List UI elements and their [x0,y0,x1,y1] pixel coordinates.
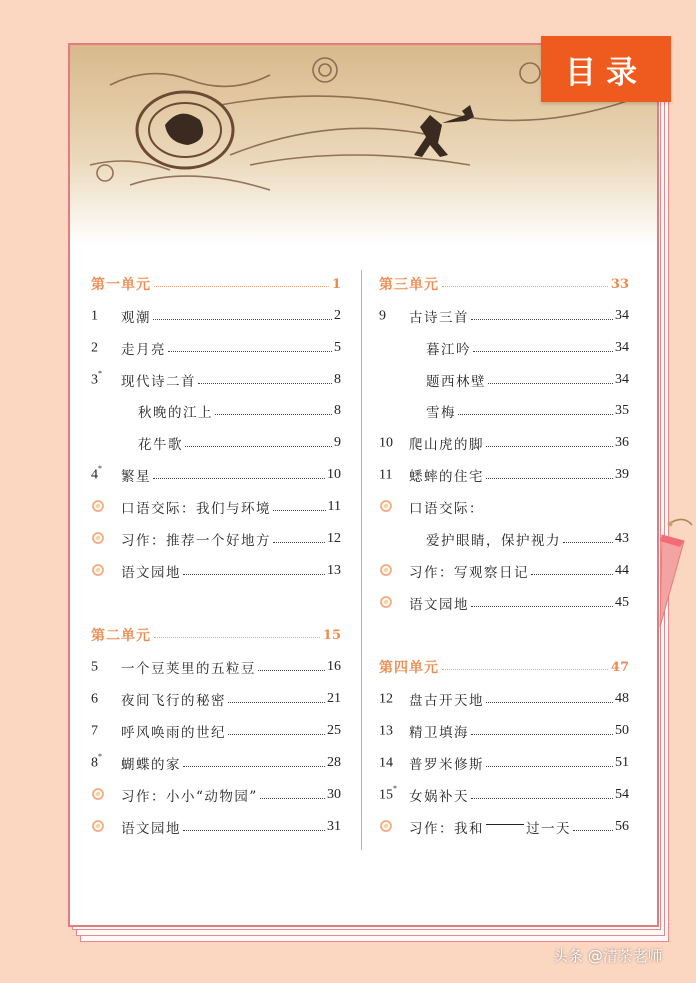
dot-leader [258,670,325,671]
toc-entry[interactable] [91,655,341,679]
lesson-title: 精卫填海 [409,725,469,741]
lesson-number: 13 [379,723,393,739]
dot-leader [442,286,608,287]
bullet-icon [91,531,121,548]
toc-entry[interactable] [379,687,629,711]
dot-leader [183,830,325,831]
poem-title: 花牛歌 [138,437,183,453]
toc-entry[interactable] [91,687,341,711]
lesson-title: 盘古开天地 [409,693,484,709]
lesson-title: 蟋蟀的住宅 [409,469,484,485]
page-number: 31 [327,819,341,834]
dot-leader [198,383,332,384]
lesson-number: 15* [379,784,397,803]
dot-leader [168,351,332,352]
dot-leader [563,542,613,543]
unit-heading[interactable] [379,272,629,296]
dot-leader [153,478,325,479]
toc-entry[interactable] [91,336,341,360]
toc-entry[interactable] [91,463,341,487]
page-number: 12 [327,531,341,546]
toc-entry[interactable] [379,304,629,328]
toc-subentry[interactable] [379,336,629,360]
lesson-title: 口语交际：我们与环境 [121,501,271,517]
dot-leader [486,478,613,479]
dot-leader [573,830,613,831]
bullet-icon [91,499,121,516]
dot-leader [486,702,613,703]
bullet-icon [379,819,409,836]
dot-leader [260,798,325,799]
page-number: 8 [334,372,341,387]
dot-leader [153,319,332,320]
lesson-title-suffix: 过一天 [526,821,571,837]
page-number: 34 [615,372,629,387]
poem-title: 雪梅 [426,405,456,421]
toc-entry[interactable] [91,751,341,775]
toc-entry[interactable] [379,591,629,615]
page-number: 21 [327,691,341,706]
lesson-title-continued: 爱护眼睛，保护视力 [426,533,561,549]
dot-leader [185,446,332,447]
dot-leader [473,351,613,352]
source-caption: 头条 @清荼老师 [553,947,663,965]
page-number: 45 [615,595,629,610]
toc-entry[interactable] [91,495,341,519]
dot-leader [488,383,613,384]
dot-leader [183,574,325,575]
lesson-number: 9 [379,308,386,324]
toc-entry[interactable] [379,751,629,775]
unit-name: 第一单元 [91,277,151,293]
unit-name: 第三单元 [379,277,439,293]
unit-page: 47 [610,659,629,675]
dot-leader [458,414,613,415]
page-number: 34 [615,308,629,323]
lesson-title: 口语交际： [409,501,484,517]
toc-entry[interactable] [379,559,629,583]
column-divider [361,270,362,850]
lesson-number: 12 [379,691,393,707]
page-number: 48 [615,691,629,706]
dot-leader [471,734,613,735]
dot-leader [442,669,608,670]
dot-leader [486,766,613,767]
lesson-title: 蝴蝶的家 [121,757,181,773]
page-number: 54 [615,787,629,802]
unit-name: 第二单元 [91,628,151,644]
page-number: 10 [327,467,341,482]
dot-leader [154,637,320,638]
unit-page: 33 [610,276,629,292]
toc-entry[interactable] [91,527,341,551]
unit-heading[interactable] [91,272,341,296]
toc-entry[interactable] [91,368,341,392]
unit-name: 第四单元 [379,660,439,676]
toc-subentry[interactable] [379,399,629,423]
dot-leader [471,606,613,607]
lesson-number: 14 [379,755,393,771]
bullet-icon [91,787,121,804]
unit-heading[interactable] [91,623,341,647]
toc-entry[interactable] [91,559,341,583]
lesson-title: 观潮 [121,310,151,326]
bullet-icon [91,819,121,836]
lesson-title: 习作：推荐一个好地方 [121,533,271,549]
unit-page: 1 [331,276,341,292]
lesson-title: 呼风唤雨的世纪 [121,725,226,741]
page-number: 34 [615,340,629,355]
bullet-icon [91,563,121,580]
lesson-number: 6 [91,691,98,707]
toc-subentry[interactable] [91,431,341,455]
unit-page: 15 [322,627,341,643]
page-number: 5 [334,340,341,355]
page-number: 16 [327,659,341,674]
toc-subentry[interactable] [379,368,629,392]
page-number: 51 [615,755,629,770]
lesson-title: 现代诗二首 [121,374,196,390]
lesson-number: 7 [91,723,98,739]
lesson-number: 11 [379,467,393,483]
page-number: 8 [334,403,341,418]
page-number: 28 [327,755,341,770]
lesson-number: 10 [379,435,393,451]
toc-entry[interactable] [379,431,629,455]
page-number: 35 [615,403,629,418]
toc-entry[interactable] [91,815,341,839]
toc-entry[interactable] [379,783,629,807]
dot-leader [215,414,332,415]
lesson-number: 4* [91,464,102,483]
lesson-title: 古诗三首 [409,310,469,326]
toc-entry[interactable] [91,783,341,807]
poem-title: 暮江吟 [426,342,471,358]
fill-in-blank [486,824,524,825]
lesson-title: 普罗米修斯 [409,757,484,773]
lesson-number: 1 [91,308,98,324]
page-number: 56 [615,819,629,834]
dot-leader [228,702,325,703]
toc-entry[interactable] [379,463,629,487]
page-number: 44 [615,563,629,578]
lesson-title: 语文园地 [121,821,181,837]
lesson-number: 8* [91,752,102,771]
toc-subentry[interactable] [91,399,341,423]
toc-entry[interactable] [379,719,629,743]
bullet-icon [379,595,409,612]
page-number: 25 [327,723,341,738]
unit-heading[interactable] [379,655,629,679]
lesson-title: 语文园地 [409,597,469,613]
lesson-number: 5 [91,659,98,675]
dot-leader [273,510,326,511]
lesson-title: 繁星 [121,469,151,485]
toc-entry[interactable] [91,719,341,743]
lesson-title: 习作：写观察日记 [409,565,529,581]
dot-leader [228,734,325,735]
page-number: 36 [615,435,629,450]
lesson-title: 走月亮 [121,342,166,358]
bullet-icon [379,563,409,580]
dot-leader [273,542,325,543]
bullet-icon [379,499,409,516]
poem-title: 秋晚的江上 [138,405,213,421]
page-number: 50 [615,723,629,738]
page-number: 30 [327,787,341,802]
dot-leader [471,319,613,320]
lesson-title: 一个豆荚里的五粒豆 [121,661,256,677]
page-number: 43 [615,531,629,546]
page-number: 2 [334,308,341,323]
toc-subentry[interactable] [379,527,629,551]
page-number: 11 [327,499,341,514]
page-number: 9 [334,435,341,450]
poem-title: 题西林壁 [426,374,486,390]
page-number: 13 [327,563,341,578]
dot-leader [183,766,325,767]
lesson-title: 女娲补天 [409,789,469,805]
lesson-number: 3* [91,369,102,388]
dot-leader [486,446,613,447]
toc-entry[interactable] [379,815,629,839]
lesson-title: 习作：小小“动物园” [121,789,258,805]
lesson-title: 爬山虎的脚 [409,437,484,453]
toc-entry[interactable] [91,304,341,328]
lesson-title: 语文园地 [121,565,181,581]
lesson-title: 夜间飞行的秘密 [121,693,226,709]
toc-entry[interactable] [379,495,629,519]
dot-leader [471,798,613,799]
page-number: 39 [615,467,629,482]
lesson-title: 习作：我和 [409,821,484,837]
lesson-number: 2 [91,340,98,356]
dot-leader [531,574,613,575]
page-title: 目录 [541,36,671,102]
dot-leader [154,286,329,287]
